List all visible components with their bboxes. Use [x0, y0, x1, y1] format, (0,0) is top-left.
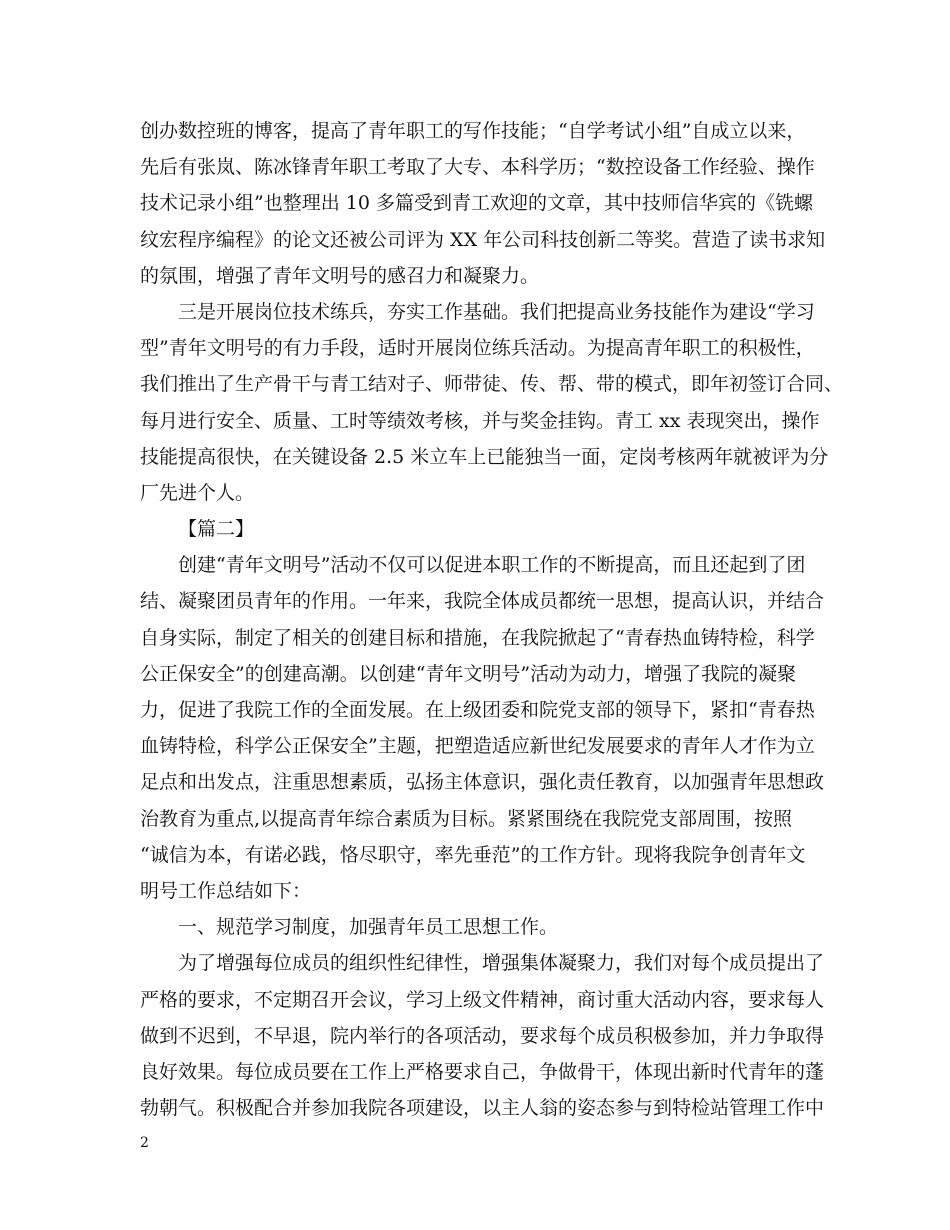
text-line: 先后有张岚、陈冰锋青年职工考取了大专、本科学历；“数控设备工作经验、操作 — [140, 156, 815, 179]
section-heading: 【篇二】 — [178, 518, 255, 541]
text-line: 厂先进个人。 — [140, 481, 255, 504]
text-line: 技术记录小组”也整理出 10 多篇受到青工欢迎的文章，其中技师信华宾的《铣螺 — [140, 192, 813, 215]
text-line: 创办数控班的博客，提高了青年职工的写作技能；“自学考试小组”自成立以来， — [140, 120, 806, 142]
document-body — [140, 113, 844, 1126]
paragraph-start-line: 三是开展岗位技术练兵，夯实工作基础。我们把提高业务技能作为建设“学习 — [178, 300, 815, 323]
text-line: 良好效果。每位成员要在工作上严格要求自己，争做骨干，体现出新时代青年的蓬 — [140, 1060, 825, 1083]
text-line: 纹宏程序编程》的论文还被公司评为 XX 年公司科技创新二等奖。营造了读书求知 — [140, 228, 826, 251]
text-line: 自身实际，制定了相关的创建目标和措施，在我院掀起了“青春热血铸特检，科学 — [140, 626, 815, 649]
text-line: 技能提高很快，在关键设备 2.5 米立车上已能独当一面，定岗考核两年就被评为分 — [140, 445, 829, 468]
text-line: “诚信为本，有诺必践，恪尽职守，率先垂范”的工作方针。现将我院争创青年文 — [140, 843, 806, 866]
paragraph-start-line: 为了增强每位成员的组织性纪律性，增强集体凝聚力，我们对每个成员提出了 — [178, 952, 825, 975]
text-line: 公正保安全”的创建高潮。以创建“青年文明号”活动为动力，增强了我院的凝聚 — [140, 662, 797, 685]
text-line: 明号工作总结如下： — [140, 879, 312, 902]
text-line: 足点和出发点，注重思想素质，弘扬主体意识，强化责任教育，以加强青年思想政 — [140, 771, 825, 794]
text-line: 勃朝气。积极配合并参加我院各项建设，以主人翁的姿态参与到特检站管理工作中 — [140, 1097, 825, 1120]
text-line: 力，促进了我院工作的全面发展。在上级团委和院党支部的领导下，紧扣“青春热 — [140, 699, 815, 721]
text-line: 结、凝聚团员青年的作用。一年来，我院全体成员都统一思想，提高认识，并结合 — [140, 590, 825, 613]
text-line: 做到不迟到，不早退，院内举行的各项活动，要求每个成员积极参加，并力争取得 — [140, 1024, 825, 1047]
text-line: 严格的要求，不定期召开会议，学习上级文件精神，商讨重大活动内容，要求每人 — [140, 988, 825, 1011]
text-line: 我们推出了生产骨干与青工结对子、师带徒、传、帮、带的模式，即年初签订合同、 — [140, 373, 844, 396]
text-line: 的氛围，增强了青年文明号的感召力和凝聚力。 — [140, 264, 540, 287]
text-line: 型”青年文明号的有力手段，适时开展岗位练兵活动。为提高青年职工的积极性， — [140, 337, 815, 360]
subsection-heading: 一、规范学习制度，加强青年员工思想工作。 — [178, 916, 559, 939]
paragraph-start-line: 创建“青年文明号”活动不仅可以促进本职工作的不断提高，而且还起到了团 — [178, 554, 806, 577]
text-line: 血铸特检，科学公正保安全”主题，把塑造适应新世纪发展要求的青年人才作为立 — [140, 735, 815, 758]
page-number: 2 — [140, 1135, 149, 1151]
text-line: 治教育为重点,以提高青年综合素质为目标。紧紧围绕在我院党支部周围，按照 — [140, 807, 793, 830]
text-line: 每月进行安全、质量、工时等绩效考核，并与奖金挂钩。青工 xx 表现突出，操作 — [140, 409, 820, 432]
